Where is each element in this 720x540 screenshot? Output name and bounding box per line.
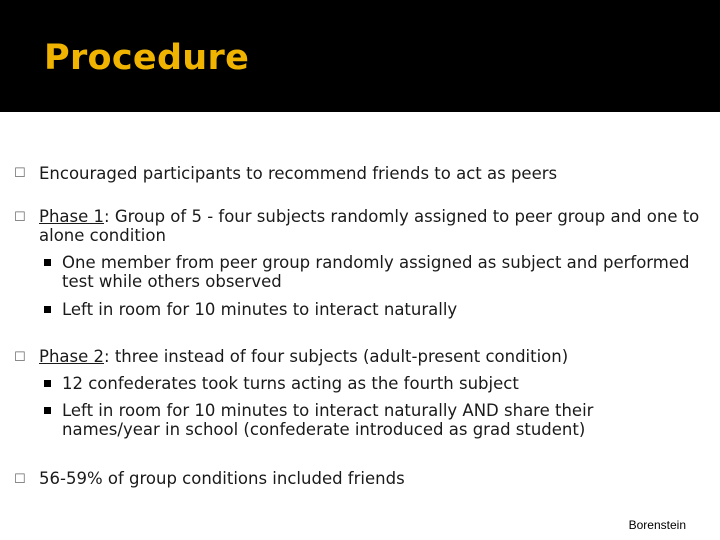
square-bullet-icon <box>44 380 51 387</box>
footer-author: Borenstein <box>628 518 686 532</box>
bullet-text <box>39 207 709 245</box>
sub-bullet-text: Left in room for 10 minutes to interact naturally <box>62 300 458 319</box>
slide-title: Procedure <box>44 38 250 78</box>
bullet-text <box>39 347 709 366</box>
box-icon: ☐ <box>14 166 26 181</box>
bullet-text-body: : three instead of four subjects (adult-present condition) <box>104 347 569 366</box>
title-bar <box>0 0 720 112</box>
box-icon: ☐ <box>14 210 26 225</box>
box-icon: ☐ <box>14 472 26 487</box>
square-bullet-icon <box>44 259 51 266</box>
square-bullet-icon <box>44 407 51 414</box>
phase-label: Phase 1 <box>39 207 105 226</box>
box-icon: ☐ <box>14 350 26 365</box>
square-bullet-icon <box>44 306 51 313</box>
sub-bullet-text: Left in room for 10 minutes to interact naturally AND share their names/year in school (confederate introduced as grad student) <box>62 401 594 439</box>
bullet-text: 56-59% of group conditions included friends <box>39 469 405 488</box>
bullet-text: Encouraged participants to recommend friends to act as peers <box>39 164 558 183</box>
phase-label: Phase 2 <box>39 347 105 366</box>
bullet-text-body: : Group of 5 - four subjects randomly assigned to peer group and one to alone condition <box>39 207 700 245</box>
sub-bullet-text: 12 confederates took turns acting as the fourth subject <box>62 374 519 393</box>
sub-bullet-text: One member from peer group randomly assigned as subject and performed test while others observed <box>62 253 690 291</box>
